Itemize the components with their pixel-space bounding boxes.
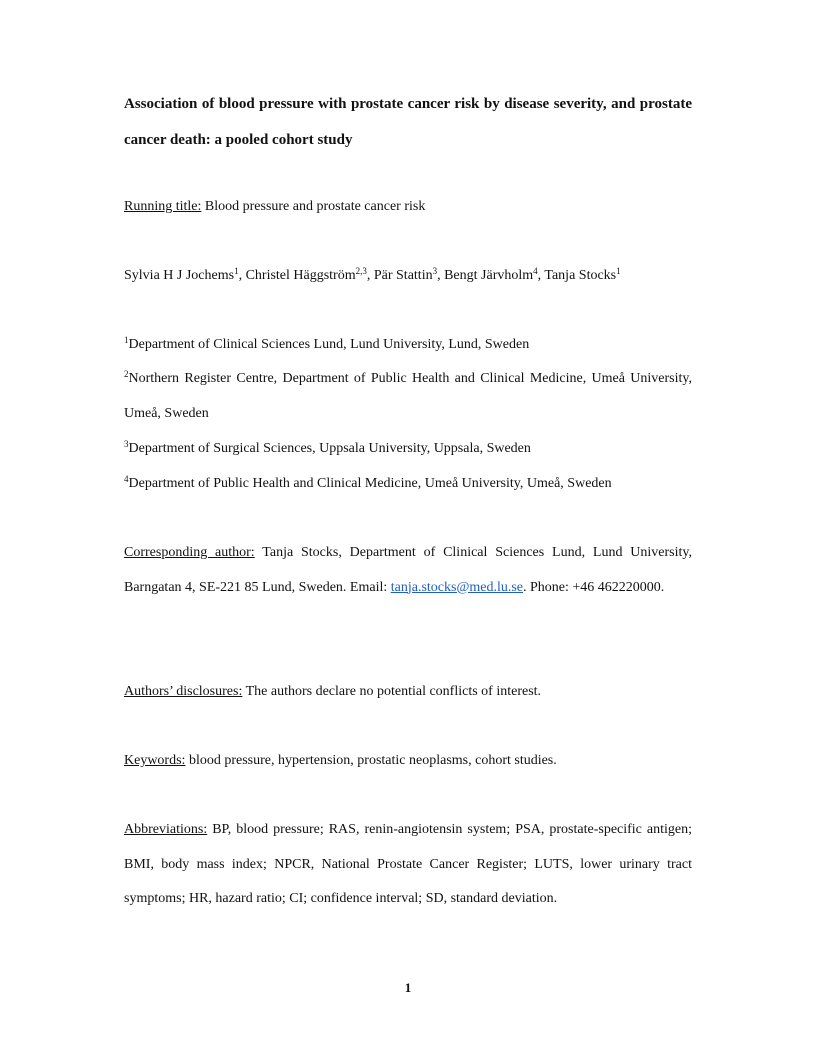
affiliation-number: 1 xyxy=(124,335,129,345)
abbreviations-text: BP, blood pressure; RAS, renin-angiotensin system; PSA, prostate-specific antigen; BMI, body mass index; NPCR, National Prostate Cancer Register; LUTS, lower urinary tract symptoms; HR, hazard ratio; CI; confidence interval; SD, standard deviation. xyxy=(124,822,692,907)
disclosures-text: The authors declare no potential conflicts of interest. xyxy=(245,684,542,699)
affiliation-number: 2 xyxy=(124,369,129,379)
affiliation-1 xyxy=(124,335,692,355)
running-title-label: Running title: xyxy=(124,199,202,214)
affiliation-number: 4 xyxy=(124,474,129,484)
author-affiliation-mark: 4 xyxy=(533,266,538,276)
author-list: Sylvia H J Jochems$^1$, Christel Häggström$^{2,3}$, Pär Stattin$^3$, Bengt Järvholm$^4$, Tanja Stocks$^1$ xyxy=(124,266,621,283)
author-affiliation-mark: 2,3 xyxy=(355,266,367,276)
affiliation-number: 3 xyxy=(124,439,129,449)
abbreviations-label: Abbreviations: xyxy=(124,822,208,837)
author-name: Bengt Järvholm xyxy=(444,268,534,283)
affiliation-text: Northern Register Centre, Department of Public Health and Clinical Medicine, Umeå University, Umeå, Sweden xyxy=(124,371,692,421)
affiliation-4 xyxy=(124,474,692,494)
affiliation-text: Department of Public Health and Clinical Medicine, Umeå University, Umeå, Sweden xyxy=(128,476,612,491)
keywords-label: Keywords: xyxy=(124,753,186,768)
corresponding-author xyxy=(124,536,692,605)
page-number: 1 xyxy=(404,980,412,995)
phone-text: . Phone: +46 462220000. xyxy=(523,579,665,595)
corresponding-author-label: Corresponding author: xyxy=(124,545,255,560)
running-title-text: Blood pressure and prostate cancer risk xyxy=(204,199,426,214)
disclosures-label: Authors’ disclosures: xyxy=(124,684,243,699)
author-name: Tanja Stocks xyxy=(544,268,617,283)
running-title xyxy=(124,197,692,217)
author-name: Christel Häggström xyxy=(245,268,356,283)
author-affiliation-mark: 1 xyxy=(616,266,621,276)
authors-disclosures xyxy=(124,682,692,702)
author-affiliation-mark: 3 xyxy=(432,266,438,276)
author-name: Pär Stattin xyxy=(373,268,433,283)
affiliation-2 xyxy=(124,362,692,431)
abbreviations xyxy=(124,813,692,917)
keywords-text: blood pressure, hypertension, prostatic neoplasms, cohort studies. xyxy=(188,753,557,768)
paper-title: Association of blood pressure with prostate cancer risk by disease severity, and prostate cancer death: a pooled cohort study xyxy=(124,96,692,148)
affiliation-text: Department of Clinical Sciences Lund, Lund University, Lund, Sweden xyxy=(128,337,530,352)
affiliation-text: Department of Surgical Sciences, Uppsala University, Uppsala, Sweden xyxy=(128,441,531,456)
affiliation-3 xyxy=(124,439,692,459)
keywords xyxy=(124,751,692,771)
corresponding-author-text: Tanja Stocks, Department of Clinical Sciences Lund, Lund University, Barngatan 4, SE-221 85 Lund, Sweden. Email: xyxy=(124,545,692,595)
author-affiliation-mark: 1 xyxy=(234,266,239,276)
email-link[interactable]: tanja.stocks@med.lu.se xyxy=(390,579,523,595)
author-name: Sylvia H J Jochems xyxy=(124,268,235,283)
